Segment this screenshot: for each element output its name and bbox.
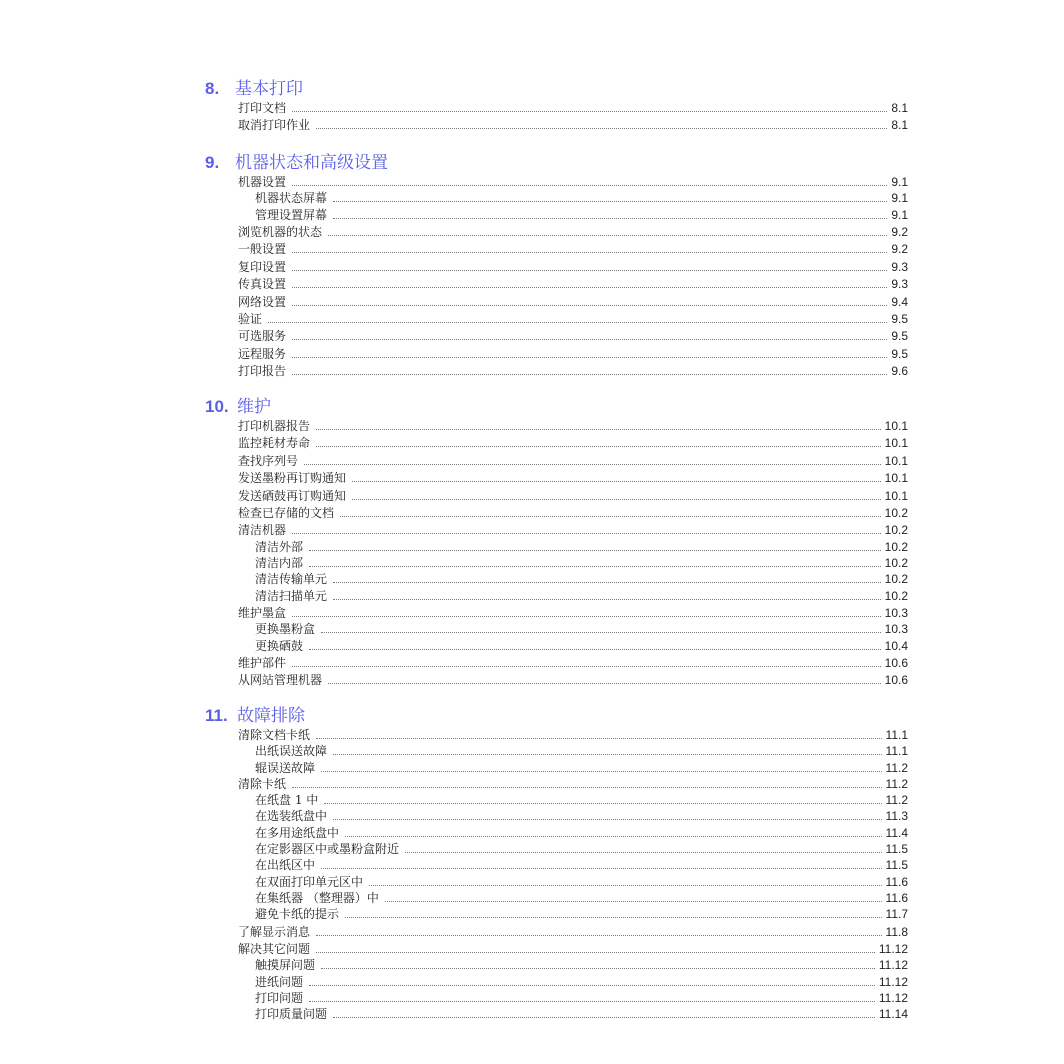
dot-leader — [333, 754, 882, 755]
dot-leader — [309, 550, 881, 551]
toc-entry[interactable] — [205, 974, 908, 990]
toc-page-number: 10.6 — [884, 673, 908, 688]
toc-entry-label: 传真设置 — [238, 277, 287, 292]
dot-leader — [309, 649, 881, 650]
toc-page-number: 9.5 — [891, 329, 908, 344]
toc-entry[interactable] — [205, 605, 908, 621]
toc-page-number: 9.1 — [891, 207, 908, 222]
toc-entry-label: 管理设置屏幕 — [255, 207, 328, 222]
toc-entry-label: 网络设置 — [238, 294, 287, 309]
toc-entry[interactable] — [205, 825, 908, 841]
dot-leader — [292, 270, 887, 271]
toc-page-number: 10.3 — [884, 605, 908, 620]
dot-leader — [292, 305, 887, 306]
dot-leader — [345, 917, 882, 918]
dot-leader — [292, 357, 887, 358]
dot-leader — [292, 374, 887, 375]
toc-entry-list — [205, 174, 908, 381]
toc-entry[interactable] — [205, 655, 908, 672]
toc-entry[interactable] — [205, 435, 908, 452]
toc-entry[interactable] — [205, 906, 908, 923]
toc-page-number: 11.3 — [885, 809, 908, 824]
toc-entry-label: 清洁传输单元 — [255, 572, 328, 587]
chapter-name: 基本打印 — [235, 79, 303, 99]
dot-leader — [333, 599, 881, 600]
dot-leader — [309, 566, 881, 567]
toc-entry-label: 打印文档 — [238, 101, 287, 115]
toc-entry-label: 打印问题 — [255, 990, 304, 1005]
toc-page-number: 11.1 — [885, 744, 908, 759]
toc-page-number: 11.12 — [878, 942, 908, 957]
dot-leader — [352, 499, 881, 500]
toc-page-number: 10.4 — [884, 638, 908, 653]
toc-entry-label: 发送墨粉再订购通知 — [238, 471, 347, 486]
dot-leader — [316, 429, 881, 430]
toc-page-number: 11.2 — [885, 793, 908, 808]
toc-page-number: 10.3 — [884, 622, 908, 637]
toc-entry-label: 远程服务 — [238, 346, 287, 361]
chapter-11 — [205, 705, 908, 1023]
dot-leader — [369, 885, 882, 886]
toc-page-number: 11.7 — [885, 907, 908, 922]
toc-entry[interactable] — [205, 294, 908, 311]
chapter-10 — [205, 396, 908, 690]
chapter-name: 故障排除 — [237, 706, 305, 726]
toc-entry[interactable] — [205, 241, 908, 258]
chapter-number: 11. — [205, 706, 228, 725]
toc-entry-label: 打印报告 — [238, 364, 287, 379]
dot-leader — [333, 819, 882, 820]
chapter-9 — [205, 152, 908, 381]
dot-leader — [268, 322, 887, 323]
toc-entry[interactable] — [205, 890, 908, 906]
toc-page-number: 11.5 — [885, 858, 908, 873]
toc-entry[interactable] — [205, 727, 908, 743]
toc-entry-label: 在选装纸盘中 — [255, 809, 328, 824]
toc-entry-label: 发送硒鼓再订购通知 — [238, 488, 347, 503]
toc-page-number: 8.1 — [891, 101, 908, 115]
toc-entry[interactable] — [205, 522, 908, 538]
toc-page-number: 10.2 — [884, 539, 908, 554]
dot-leader — [333, 201, 887, 202]
toc-entry[interactable] — [205, 1006, 908, 1022]
toc-entry-label: 浏览机器的状态 — [238, 224, 323, 239]
toc-page-number: 11.2 — [885, 760, 908, 775]
toc-entry[interactable] — [205, 555, 908, 571]
toc-entry-label: 在定影器区中或墨粉盒附近 — [255, 842, 400, 857]
toc-page-number: 9.5 — [891, 311, 908, 326]
dot-leader — [292, 666, 881, 667]
toc-page-number: 10.2 — [884, 505, 908, 520]
toc-entry-label: 在出纸区中 — [255, 858, 316, 873]
toc-entry[interactable] — [205, 776, 908, 792]
dot-leader — [340, 516, 881, 517]
toc-page-number: 9.1 — [891, 175, 908, 189]
dot-leader — [328, 683, 881, 684]
toc-entry-label: 验证 — [238, 311, 263, 326]
dot-leader — [292, 616, 881, 617]
dot-leader — [405, 852, 882, 853]
toc-page-number: 10.2 — [884, 572, 908, 587]
toc-entry-label: 清除卡纸 — [238, 776, 287, 791]
dot-leader — [345, 836, 882, 837]
toc-entry[interactable] — [205, 346, 908, 363]
toc-entry[interactable] — [205, 174, 908, 190]
toc-entry[interactable] — [205, 470, 908, 487]
chapter-title — [205, 396, 908, 418]
toc-entry-label: 清洁扫描单元 — [255, 588, 328, 603]
dot-leader — [385, 901, 882, 902]
toc-entry-label: 取消打印作业 — [238, 118, 311, 133]
toc-page-number: 9.6 — [891, 364, 908, 379]
toc-entry[interactable] — [205, 505, 908, 522]
toc-page-number: 11.5 — [885, 842, 908, 857]
toc-entry[interactable] — [205, 363, 908, 380]
toc-entry-label: 清洁外部 — [255, 539, 304, 554]
toc-page-number: 11.12 — [878, 974, 908, 989]
chapter-number: 10. — [205, 397, 229, 416]
chapter-title — [205, 78, 908, 100]
toc-entry[interactable] — [205, 857, 908, 873]
dot-leader — [321, 968, 875, 969]
toc-entry[interactable] — [205, 418, 908, 435]
dot-leader — [333, 582, 881, 583]
toc-entry-label: 维护部件 — [238, 655, 287, 670]
toc-entry-label: 进纸问题 — [255, 974, 304, 989]
toc-page-number: 11.12 — [878, 990, 908, 1005]
dot-leader — [333, 1017, 875, 1018]
dot-leader — [292, 252, 887, 253]
dot-leader — [321, 771, 882, 772]
toc-entry[interactable] — [205, 841, 908, 857]
toc-entry-list — [205, 418, 908, 690]
toc-entry-label: 打印质量问题 — [255, 1007, 328, 1022]
chapter-number: 9. — [205, 153, 220, 172]
toc-entry-label: 复印设置 — [238, 259, 287, 274]
toc-page-number: 10.1 — [884, 419, 908, 433]
toc-page-number: 11.8 — [885, 924, 908, 939]
dot-leader — [309, 985, 875, 986]
toc-page-number: 11.2 — [885, 776, 908, 791]
toc-entry-label: 清洁机器 — [238, 523, 287, 538]
toc-page-number: 11.14 — [878, 1007, 908, 1022]
toc-entry[interactable] — [205, 453, 908, 470]
dot-leader — [328, 235, 887, 236]
toc-entry[interactable] — [205, 743, 908, 759]
toc-entry-label: 在纸盘 1 中 — [255, 793, 319, 808]
chapter-title — [205, 705, 908, 727]
toc-entry[interactable] — [205, 792, 908, 808]
toc-entry[interactable] — [205, 924, 908, 941]
dot-leader — [316, 128, 887, 129]
toc-page-number: 9.1 — [891, 191, 908, 206]
chapter-name: 维护 — [237, 397, 271, 417]
toc-page-number: 11.1 — [885, 728, 908, 742]
toc-entry-label: 机器状态屏幕 — [255, 191, 328, 206]
dot-leader — [309, 1001, 875, 1002]
toc-entry-label: 辊误送故障 — [255, 760, 316, 775]
chapter-name: 机器状态和高级设置 — [235, 153, 388, 173]
toc-entry-label: 解决其它问题 — [238, 942, 311, 957]
toc-page-number: 10.2 — [884, 588, 908, 603]
chapter-number: 8. — [205, 79, 220, 98]
toc-entry-label: 在多用途纸盘中 — [255, 825, 340, 840]
toc-entry[interactable] — [205, 638, 908, 655]
dot-leader — [321, 868, 882, 869]
toc-entry[interactable] — [205, 276, 908, 293]
dot-leader — [292, 287, 887, 288]
dot-leader — [333, 218, 887, 219]
toc-entry[interactable] — [205, 100, 908, 117]
toc-entry-list — [205, 100, 908, 135]
dot-leader — [321, 632, 881, 633]
toc-entry[interactable] — [205, 990, 908, 1006]
toc-entry[interactable] — [205, 874, 908, 890]
toc-entry-label: 避免卡纸的提示 — [255, 907, 340, 922]
dot-leader — [292, 533, 881, 534]
toc-entry[interactable] — [205, 207, 908, 224]
chapter-title — [205, 152, 908, 174]
toc-entry-label: 维护墨盒 — [238, 605, 287, 620]
toc-entry-label: 清除文档卡纸 — [238, 728, 311, 742]
toc-page-number: 9.2 — [891, 242, 908, 257]
toc-entry[interactable] — [205, 311, 908, 328]
toc-entry-label: 清洁内部 — [255, 555, 304, 570]
toc-entry[interactable] — [205, 760, 908, 776]
toc-entry[interactable] — [205, 941, 908, 957]
toc-page-number: 11.6 — [885, 874, 908, 889]
dot-leader — [292, 339, 887, 340]
dot-leader — [304, 464, 881, 465]
dot-leader — [292, 185, 887, 186]
dot-leader — [316, 935, 882, 936]
toc-page-number: 9.3 — [891, 259, 908, 274]
dot-leader — [292, 111, 887, 112]
dot-leader — [292, 787, 882, 788]
toc-entry[interactable] — [205, 224, 908, 241]
toc-entry-label: 查找序列号 — [238, 453, 299, 468]
toc-entry-label: 从网站管理机器 — [238, 673, 323, 688]
toc-page-number: 10.1 — [884, 436, 908, 451]
toc-entry[interactable] — [205, 808, 908, 824]
toc-entry-label: 更换硒鼓 — [255, 638, 304, 653]
toc-entry[interactable] — [205, 621, 908, 637]
toc-entry[interactable] — [205, 588, 908, 605]
toc-entry[interactable] — [205, 539, 908, 555]
dot-leader — [352, 481, 881, 482]
toc-entry-label: 监控耗材寿命 — [238, 436, 311, 451]
toc-entry[interactable] — [205, 672, 908, 689]
dot-leader — [324, 803, 881, 804]
toc-page-number: 10.2 — [884, 523, 908, 538]
toc-entry-label: 了解显示消息 — [238, 924, 311, 939]
toc-entry-label: 更换墨粉盒 — [255, 622, 316, 637]
toc-page-number: 9.3 — [891, 277, 908, 292]
dot-leader — [316, 446, 881, 447]
dot-leader — [316, 738, 882, 739]
toc-entry[interactable] — [205, 117, 908, 134]
toc-entry[interactable] — [205, 488, 908, 505]
toc-entry-label: 打印机器报告 — [238, 419, 311, 433]
toc-entry-label: 检查已存储的文档 — [238, 505, 335, 520]
toc-entry-label: 机器设置 — [238, 175, 287, 189]
toc-page-number: 10.6 — [884, 655, 908, 670]
toc-entry-label: 在双面打印单元区中 — [255, 874, 364, 889]
toc-entry[interactable] — [205, 957, 908, 973]
toc-page-number: 9.4 — [891, 294, 908, 309]
toc-page-number: 10.1 — [884, 488, 908, 503]
toc-page-number: 10.2 — [884, 555, 908, 570]
toc-entry-label: 在集纸器 （整理器）中 — [255, 890, 379, 905]
toc-page-number: 9.2 — [891, 224, 908, 239]
toc-page-number: 9.5 — [891, 346, 908, 361]
toc-entry[interactable] — [205, 259, 908, 276]
toc-entry[interactable] — [205, 328, 908, 345]
dot-leader — [316, 952, 875, 953]
toc-page-number: 10.1 — [884, 453, 908, 468]
toc-page-number: 11.12 — [878, 958, 908, 973]
chapter-8 — [205, 78, 908, 135]
toc-entry-label: 可选服务 — [238, 329, 287, 344]
toc-page-number: 8.1 — [891, 118, 908, 133]
toc-entry[interactable] — [205, 190, 908, 206]
toc-page-number: 10.1 — [884, 471, 908, 486]
toc-page-number: 11.4 — [885, 825, 908, 840]
toc-entry-label: 一般设置 — [238, 242, 287, 257]
toc-entry[interactable] — [205, 571, 908, 587]
toc-page-number: 11.6 — [885, 890, 908, 905]
toc-entry-label: 出纸误送故障 — [255, 744, 328, 759]
toc-entry-label: 触摸屏问题 — [255, 958, 316, 973]
toc-entry-list — [205, 727, 908, 1023]
